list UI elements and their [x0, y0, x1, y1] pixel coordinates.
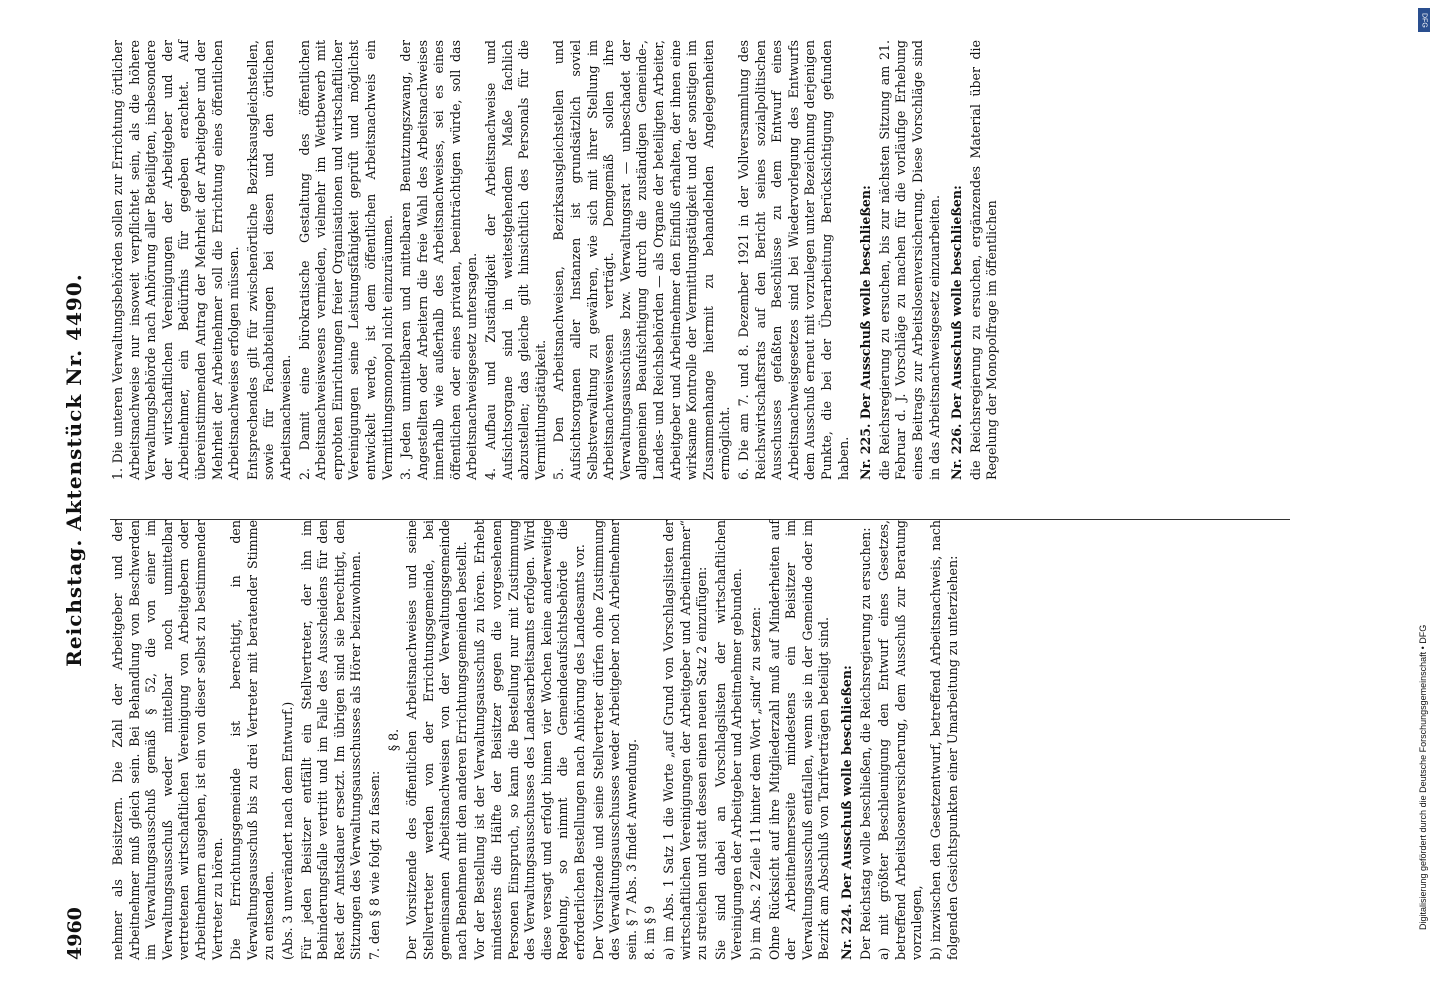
- paragraph: Der Reichstag wolle beschließen, die Reichsregierung zu ersuchen:: [857, 527, 873, 960]
- paragraph: 4. Aufbau und Zuständigkeit der Arbeitsnachweise und Aufsichtsorgane sind in weitestgehendem Maße fachlich abzustellen; das gleiche gilt hinsichtlich des Personals für die Vermittlungstätigkeit.: [483, 40, 548, 480]
- digitization-sidebar: [1414, 0, 1434, 1000]
- paragraph: 5. Den Arbeitsnachweisen, Bezirksausgleichstellen und Aufsichtsorganen aller Instanzen ist grundsätzlich soviel Selbstverwaltung zu gewähren, wie sich mit ihrer Stellung im Arbeitsnachweiswesen verträgt. Demgemäß sollen ihre Verwaltungsausschüsse bzw. Verwaltungsrat — unbeschadet der allgemeinen Beaufsichtigung durch die zuständigen Gemeinde-, Landes- und Reichsbehörden — als Organe der beteiligten Arbeiter, Arbeitgeber und Arbeitnehmer den Einfluß erhalten, der ihnen eine wirksame Kontrolle der Vermittlungstätigkeit und der sonstigen im Zusammenhange hiermit zu behandelnden Angelegenheiten ermöglicht.: [551, 40, 733, 480]
- paragraph: nehmer als Beisitzern. Die Zahl der Arbeitgeber und der Arbeitnehmer muß gleich sein. Bei Behandlung von Beschwerden im Verwaltungsausschuß gemäß § 52, die von einer im Verwaltungsausschuß weder mittelbar noch unmittelbar vertretenen wirtschaftlichen Vereinigung von Arbeitgebern oder Arbeitnehmern ausgehen, ist ein von dieser selbst zu bestimmender Vertreter zu hören.: [110, 520, 225, 960]
- paragraph: (Abs. 3 unverändert nach dem Entwurf.): [279, 701, 295, 960]
- paragraph: a) mit größter Beschleunigung den Entwurf eines Gesetzes, betreffend Arbeitslosenversicherung, dem Ausschuß zur Beratung vorzulegen,: [876, 520, 925, 960]
- paragraph: b) inzwischen den Gesetzentwurf, betreffend Arbeitsnachweis, nach folgenden Gesichtspunkten einer Umarbeitung zu unterziehen:: [927, 520, 960, 960]
- paragraph: Der Vorsitzende und seine Stellvertreter dürfen ohne Zustimmung des Verwaltungsausschusses weder Arbeitgeber noch Arbeitnehmer sein. § 7 Abs. 3 findet Anwendung.: [590, 520, 639, 960]
- paragraph: Für jeden Beisitzer entfällt ein Stellvertreter, der ihn im Behinderungsfalle vertritt und im Falle des Ausscheidens für den Rest der Amtsdauer ersetzt. Im übrigen sind sie berechtigt, den Sitzungen des Verwaltungsausschusses als Hörer beizuwohnen.: [298, 520, 364, 960]
- paragraph: a) im Abs. 1 Satz 1 die Worte „auf Grund von Vorschlagslisten der wirtschaftlichen Vereinigungen der Arbeitgeber und Arbeitnehmer“ zu streichen und statt dessen einen neuen Satz 2 einzufügen:: [661, 520, 710, 960]
- dfg-logo: DFG: [1418, 8, 1430, 32]
- paragraph: Ohne Rücksicht auf ihre Mitgliederzahl muß auf Minderheiten auf der Arbeitnehmerseite mindestens ein Beisitzer im Verwaltungsausschuß entfallen, wenn sie in der Gemeinde oder im Bezirk am Abschluß von Tarifverträgen beteiligt sind.: [766, 520, 832, 960]
- page-number: 4960: [64, 907, 86, 960]
- paragraph: Nr. 226. Der Ausschuß wolle beschließen:: [949, 185, 965, 480]
- right-column: [110, 40, 1003, 480]
- paragraph: Der Vorsitzende des öffentlichen Arbeitsnachweises und seine Stellvertreter werden von der Errichtungsgemeinde, bei gemeinsamen Arbeitsnachweisen von der Verwaltungsgemeinde nach Benehmen mit den anderen Errichtungsgemeinden bestellt.: [404, 520, 469, 960]
- paragraph: Nr. 224. Der Ausschuß wolle beschließen:: [838, 665, 854, 960]
- paragraph: Entsprechendes gilt für zwischenörtliche Bezirksausgleichstellen, sowie für Fachabteilungen bei diesen und den örtlichen Arbeitsnachweisen.: [244, 40, 293, 480]
- dfg-credit: Digitalisierung gefördert durch die Deutsche Forschungsgemeinschaft • DFG: [1418, 624, 1428, 930]
- paragraph: b) im Abs. 2 Zeile 11 hinter dem Wort „sind“ zu setzen:: [747, 606, 763, 960]
- paragraph: Sie sind dabei an Vorschlagslisten der wirtschaftlichen Vereinigungen der Arbeitgeber und Arbeitnehmer gebunden.: [712, 520, 745, 960]
- page-title: Reichstag. Aktenstück Nr. 4490.: [62, 273, 86, 667]
- paragraph: 7. den § 8 wie folgt zu fassen:: [366, 770, 382, 960]
- paragraph: 3. Jeden unmittelbaren und mittelbaren Benutzungszwang, der Angestellten oder Arbeitern die freie Wahl des Arbeitsnachweises innerhalb wie außerhalb des Arbeitsnachweises, sei es eines öffentlichen oder eines privaten, beeinträchtigen würde, soll das Arbeitsnachweisgesetz untersagen.: [398, 40, 480, 480]
- paragraph: Die Errichtungsgemeinde ist berechtigt, in den Verwaltungsausschuß bis zu drei Vertreter mit beratender Stimme zu entsenden.: [228, 520, 277, 960]
- paragraph: die Reichsregierung zu ersuchen, bis zur nächsten Sitzung am 21. Februar d. J. Vorschläge zu machen für die vorläufige Erhebung eines Beitrags zur Arbeitslosenversicherung. Diese Vorschläge sind in das Arbeitsnachweisgesetz einzuarbeiten.: [876, 40, 942, 480]
- page-header: [50, 60, 86, 960]
- paragraph: 2. Damit eine bürokratische Gestaltung des öffentlichen Arbeitsnachweiswesens vermieden, vielmehr im Wettbewerb mit erprobten Einrichtungen freier Organisationen und wirtschaftlicher Vereinigungen seine Leistungsfähigkeit geprüft und möglichst entwickelt werde, ist dem öffentlichen Arbeitsnachweis ein Vermittlungsmonopol nicht einzuräumen.: [296, 40, 395, 480]
- left-column: [110, 520, 963, 960]
- paragraph: Nr. 225. Der Ausschuß wolle beschließen:: [858, 185, 874, 480]
- paragraph: § 8.: [385, 728, 401, 752]
- paragraph: 6. Die am 7. und 8. Dezember 1921 in der Vollversammlung des Reichswirtschaftsrats auf den Bericht seines sozialpolitischen Ausschusses gefaßten Beschlüsse zu dem Entwurf eines Arbeitsnachweisgesetzes sind bei Wiedervorlegung des Entwurfs dem Ausschuß erneut mit vorzulegen unter Bezeichnung derjenigen Punkte, die bei der Überarbeitung Berücksichtigung gefunden haben.: [735, 40, 851, 480]
- paragraph: die Reichsregierung zu ersuchen, ergänzendes Material über die Regelung der Monopolfrage im öffentlichen: [967, 40, 1000, 480]
- paragraph: Vor der Bestellung ist der Verwaltungsausschuß zu hören. Erhebt mindestens die Hälfte der Beisitzer gegen die vorgesehenen Personen Einspruch, so kann die Bestellung nur mit Zustimmung des Verwaltungsausschusses des Landesarbeitsamts erfolgen. Wird diese versagt und erfolgt binnen vier Wochen keine anderweitige Regelung, so nimmt die Gemeindeaufsichtsbehörde die erforderlichen Bestellungen nach Anhörung des Landesamts vor.: [472, 520, 588, 960]
- paragraph: 1. Die unteren Verwaltungsbehörden sollen zur Errichtung örtlicher Arbeitsnachweise nur insoweit verpflichtet sein, als die höhere Verwaltungsbehörde nach Anhörung aller Beteiligten, insbesondere der wirtschaftlichen Vereinigungen der Arbeitgeber und der Arbeitnehmer, ein Bedürfnis für gegeben erachtet. Auf übereinstimmenden Antrag der Mehrheit der Arbeitgeber und der Mehrheit der Arbeitnehmer soll die Errichtung eines öffentlichen Arbeitsnachweises erfolgen müssen.: [110, 40, 242, 480]
- paragraph: 8. im § 9: [642, 905, 658, 960]
